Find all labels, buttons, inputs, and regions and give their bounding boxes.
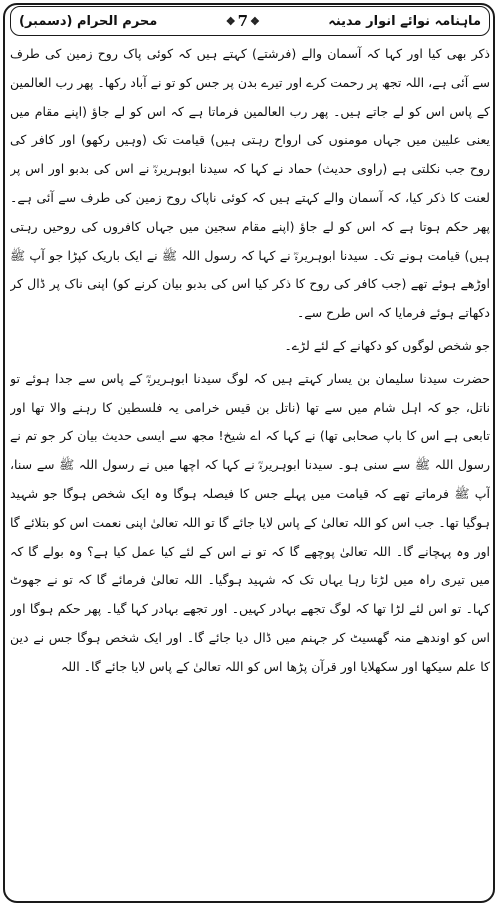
ornament-right-icon: ❖ [250,14,260,28]
ornament-left-icon: ❖ [225,14,236,28]
paragraph-hadith-souls: ذکر بھی کیا اور کہا کہ آسمان والے (فرشتے) کہتے ہیں کہ کوئی پاک روح زمین کی طرف سے آئی ہے، اللہ تجھ پر رحمت کرے اور تیرے بدن پر جس کو تو نے آباد رکھا۔ پھر رب العالمین کے پاس اس کو لے جاتے ہیں۔ پھر رب العالمین فرماتا ہے کہ اس کو لے جاؤ (اپنے مقام میں یعنی علیین میں جہاں مومنوں کی ارواح رہتی ہیں) قیامت تک (وہیں رکھو) اور کافر کی روح جب نکلتی ہے (راوی حدیث) حماد نے کہا کہ سیدنا ابوہریرہؓ نے اس کی بدبو اور اس پر لعنت کا ذکر کیا، کہ آسمان والے کہتے ہیں کہ کوئی ناپاک روح زمین کی طرف سے آئی ہے۔ پھر حکم ہوتا ہے کہ اس کو لے جاؤ (اپنے مقام سجین میں جہاں کافروں کی روحیں رہتی ہیں) قیامت ہونے تک۔ سیدنا ابوہریرہؓ نے کہا کہ رسول اللہ ﷺ نے ایک باریک کپڑا جو آپ ﷺ اوڑھے ہوئے تھے (جب کافر کی روح کا ذکر کیا اس کی بدبو بیان کرنے کو) اپنی ناک پر ڈال کر دکھاتے ہوئے فرمایا کہ اس طرح سے۔ [10,46,490,321]
article-body [10,40,490,904]
paragraph-hadith-martyr: حضرت سیدنا سلیمان بن یسار کہتے ہیں کہ لوگ سیدنا ابوہریرہؓ کے پاس سے جدا ہوئے تو ناتل، جو کہ اہل شام میں سے تھا (ناتل بن قیس خرامی یہ فلسطین کا رہنے والا تھا اور تابعی ہے اس کا باپ صحابی تھا) نے کہا کہ اے شیخ! مجھ سے ایسی حدیث بیان کر جو تم نے رسول اللہ ﷺ سے سنی ہو۔ سیدنا ابوہریرہؓ نے کہا کہ اچھا میں نے رسول اللہ ﷺ سے سنا، آپ ﷺ فرماتے تھے کہ قیامت میں پہلے جس کا فیصلہ ہوگا وہ ایک شخص ہوگا جو شہید ہوگیا تھا۔ جب اس کو اللہ تعالیٰ کے پاس لایا جائے گا تو اللہ تعالیٰ اپنی نعمت اس کو بتلائے گا اور وہ پہچانے گا۔ اللہ تعالیٰ پوچھے گا کہ تو نے اس کے لئے کیا عمل کیا ہے؟ وہ بولے گا کہ میں تیری راہ میں لڑتا رہا یہاں تک کہ شہید ہوگیا۔ اللہ تعالیٰ فرمائے گا کہ تو نے جھوٹ کہا۔ تو اس لئے لڑا تھا کہ لوگ تجھے بہادر کہیں۔ اور تجھے بہادر کہا گیا۔ پھر حکم ہوگا اور اس کو اوندھے منہ گھسیٹ کر جہنم میں ڈال دیا جائے گا۔ اور ایک شخص ہوگا جس نے دین کا علم سیکھا اور سکھلایا اور قرآن پڑھا اس کو اللہ تعالیٰ کے پاس لایا جائے گا۔ اللہ [10,370,490,674]
issue-date: محرم الحرام (دسمبر) [19,13,158,29]
section-heading-showing-off: جو شخص لوگوں کو دکھانے کے لئے لڑے۔ [284,337,490,353]
page-header [10,6,490,36]
page-number-badge [226,12,260,30]
page-number: 7 [237,12,248,30]
magazine-title: ماہنامہ نوائے انوار مدینہ [328,13,481,29]
